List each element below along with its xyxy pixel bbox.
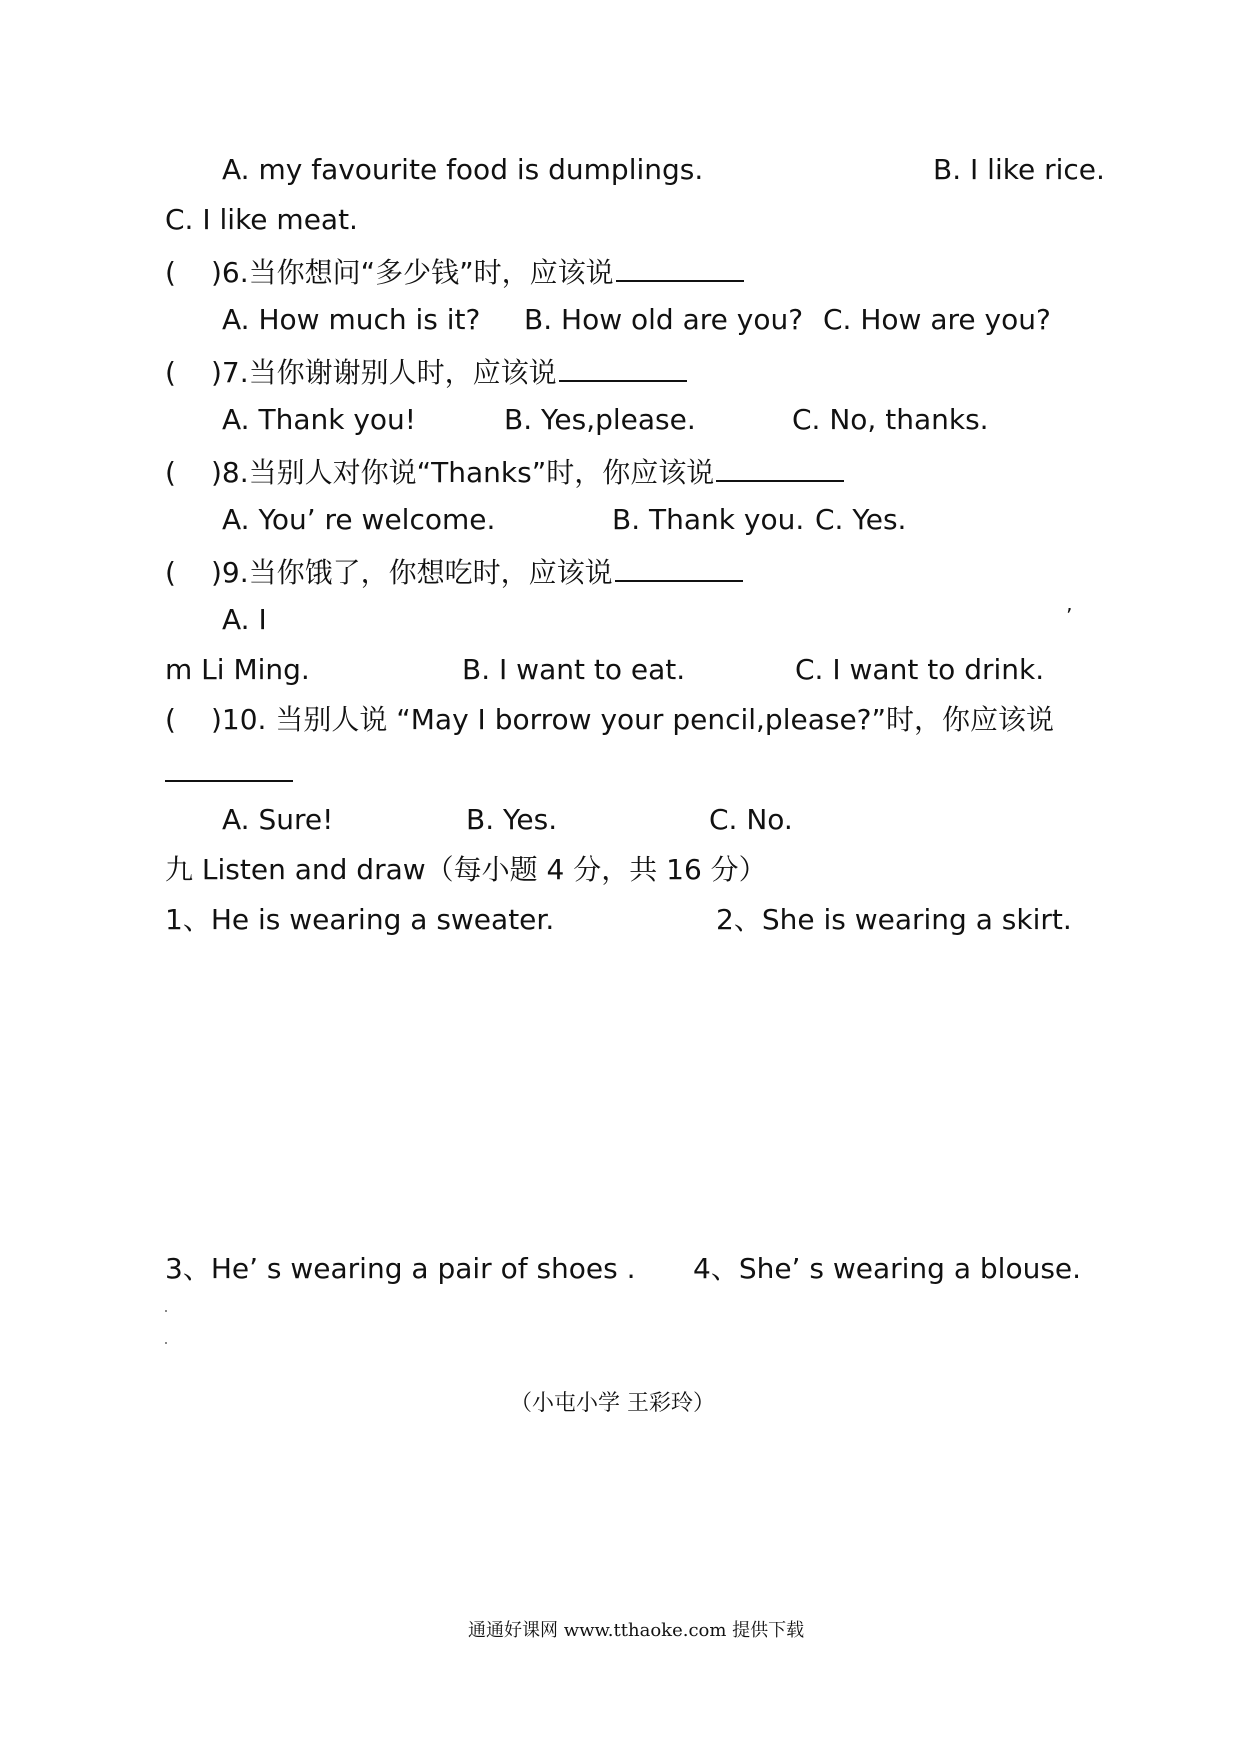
q8-option-c: C. Yes.	[815, 503, 907, 536]
q9-option-a-part2: m Li Ming.	[165, 653, 310, 686]
q9-apostrophe: ’	[1066, 604, 1073, 628]
draw-item-4: 4、She’ s wearing a blouse.	[693, 1252, 1082, 1285]
q6-option-c: C. How are you?	[823, 303, 1051, 336]
q7-stem-line	[165, 352, 687, 391]
scan-speck	[165, 1342, 167, 1344]
answer-paren: (	[165, 556, 176, 589]
q7-option-c: C. No, thanks.	[792, 403, 989, 436]
draw-item-2: 2、She is wearing a skirt.	[716, 903, 1072, 936]
draw-item-3: 3、He’ s wearing a pair of shoes .	[165, 1252, 636, 1285]
q10-stem: )10. 当别人说 “May I borrow your pencil,please?”时，你应该说	[211, 703, 1055, 736]
q7-option-b: B. Yes,please.	[504, 403, 696, 436]
q9-option-a-part1: A. I	[222, 603, 267, 636]
answer-blank[interactable]	[165, 752, 293, 782]
q5-option-b: B. I like rice.	[933, 153, 1105, 186]
q10-option-a: A. Sure!	[222, 803, 334, 836]
q8-option-a: A. You’ re welcome.	[222, 503, 496, 536]
q5-option-c: C. I like meat.	[165, 203, 358, 236]
author-line: （小屯小学 王彩玲）	[510, 1391, 715, 1416]
q7-stem: )7.当你谢谢别人时，应该说	[211, 356, 557, 389]
answer-blank[interactable]	[616, 252, 744, 282]
q9-option-c: C. I want to drink.	[795, 653, 1045, 686]
q10-option-c: C. No.	[709, 803, 793, 836]
answer-blank[interactable]	[716, 452, 844, 482]
q9-option-b: B. I want to eat.	[462, 653, 686, 686]
q9-stem-line	[165, 552, 743, 591]
answer-blank[interactable]	[559, 352, 687, 382]
q6-option-a: A. How much is it?	[222, 303, 481, 336]
section-heading: 九 Listen and draw（每小题 4 分，共 16 分）	[165, 853, 767, 886]
footer-credit: 通通好课网 www.tthaoke.com 提供下载	[468, 1620, 805, 1641]
q10-blank-line	[165, 752, 293, 791]
q10-option-b: B. Yes.	[466, 803, 558, 836]
q9-stem: )9.当你饿了，你想吃时，应该说	[211, 556, 613, 589]
draw-item-1: 1、He is wearing a sweater.	[165, 903, 555, 936]
q6-stem: )6.当你想问“多少钱”时，应该说	[211, 256, 614, 289]
q5-option-a: A. my favourite food is dumplings.	[222, 153, 704, 186]
q8-stem: )8.当别人对你说“Thanks”时，你应该说	[211, 456, 715, 489]
answer-paren: (	[165, 256, 176, 289]
scan-speck	[165, 1310, 167, 1312]
answer-blank[interactable]	[615, 552, 743, 582]
answer-paren: (	[165, 703, 176, 736]
q10-stem-line	[165, 702, 1054, 738]
answer-paren: (	[165, 356, 176, 389]
answer-paren: (	[165, 456, 176, 489]
q7-option-a: A. Thank you!	[222, 403, 417, 436]
q8-stem-line	[165, 452, 844, 491]
q6-stem-line	[165, 252, 744, 291]
q6-option-b: B. How old are you?	[524, 303, 804, 336]
q8-option-b: B. Thank you.	[612, 503, 805, 536]
